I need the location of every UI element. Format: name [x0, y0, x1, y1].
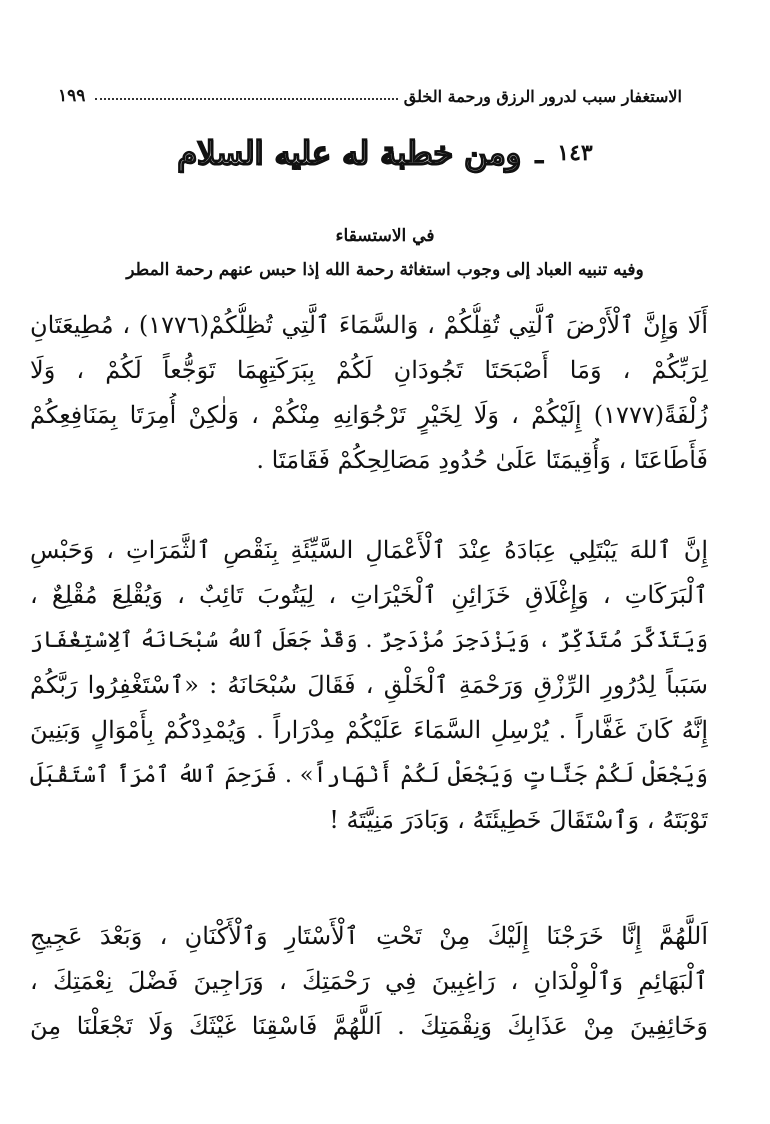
- text-line: سَبَباً لِدُرُورِ الرِّزْقِ وَرَحْمَةِ ٱلْخَلْقِ ، فَقَالَ سُبْحَانَهُ : «ٱسْتَغْفِرُوا رَبَّكُمْ: [30, 671, 708, 699]
- sermon-number: ١٤٣: [557, 140, 593, 166]
- text-line: فَأَطَاعَتَا ، وَأُقِيمَتَا عَلَىٰ حُدُودِ مَصَالِحِكُمْ فَقَامَتَا .: [256, 446, 708, 474]
- section-description: وفيه تنبيه العباد إلى وجوب استغاثة رحمة الله إذا حبس عنهم رحمة المطر: [126, 260, 644, 280]
- text-line: زُلْفَةً(١٧٧٧) إِلَيْكُمْ ، وَلَا لِخَيْرٍ تَرْجُوَانِهِ مِنْكُمْ ، وَلٰكِنْ أُمِرَتَا بِمَنَافِعِكُمْ: [30, 401, 708, 429]
- paragraph-1: [30, 303, 708, 483]
- running-header: [58, 80, 682, 106]
- text-line: أَلَا وَإِنَّ ٱلْأَرْضَ ٱلَّتِي تُقِلُّكُمْ ، وَالسَّمَاءَ ٱلَّتِي تُظِلُّكُمْ(١٧٧٦) ، مُطِيعَتَانِ: [30, 311, 708, 339]
- text-line: إِنَّ ٱللهَ يَبْتَلِي عِبَادَهُ عِنْدَ ٱلْأَعْمَالِ السَّيِّئَةِ بِنَقْصِ ٱلثَّمَرَاتِ ، وَحَبْسِ: [30, 536, 708, 564]
- text-line: وَخَائِفِينَ مِنْ عَذَابِكَ وَنِقْمَتِكَ . اَللَّهُمَّ فَاسْقِنَا غَيْثَكَ وَلَا تَجْعَلْنَا مِنَ: [30, 1012, 708, 1040]
- text-line: تَوْبَتَهُ ، وَٱسْتَقَالَ خَطِيئَتَهُ ، وَبَادَرَ مَنِيَّتَهُ !: [329, 806, 708, 834]
- header-dot-leader: [95, 98, 397, 100]
- text-line: اَللَّهُمَّ إِنَّا خَرَجْنَا إِلَيْكَ مِنْ تَحْتِ ٱلْأَسْتَارِ وَٱلْأَكْنَانِ ، وَبَعْدَ عَجِيجِ: [30, 922, 708, 950]
- heading-dash: ـ: [535, 136, 544, 170]
- sermon-decorative-title: ومن خطبة له عليه السلام: [177, 134, 522, 172]
- paragraph-2: [30, 528, 708, 843]
- page-number: ١٩٩: [58, 86, 86, 106]
- section-subtitle: في الاستسقاء: [335, 226, 435, 246]
- text-line: ٱلْبَهَائِمِ وَٱلْوِلْدَانِ ، رَاغِبِينَ فِي رَحْمَتِكَ ، وَرَاجِينَ فَضْلَ نِعْمَتِكَ ،: [30, 967, 708, 995]
- sermon-heading: [150, 128, 620, 178]
- paragraph-3: [30, 914, 708, 1049]
- text-line: إِنَّهُ كَانَ غَفَّاراً . يُرْسِلِ السَّمَاءَ عَلَيْكُمْ مِدْرَاراً . وَيُمْدِدْكُمْ بِأَمْوَالٍ وَبَنِينَ: [30, 716, 708, 744]
- text-line: لِرَبِّكُمْ ، وَمَا أَصْبَحَتَا تَجُودَانِ لَكُمْ بِبَرَكَتِهِمَا تَوَجُّعاً لَكُمْ ، وَلَا: [30, 356, 708, 384]
- text-line: ٱلْبَرَكَاتِ ، وَإِغْلَاقِ خَزَائِنِ ٱلْخَيْرَاتِ ، لِيَتُوبَ تَائِبٌ ، وَيُقْلِعَ مُقْلِعٌ ،: [30, 581, 708, 609]
- running-header-title: الاستغفار سبب لدرور الرزق ورحمة الخلق: [403, 87, 682, 106]
- text-line: وَيَجْعَلْ لَكُمْ جَنَّاتٍ وَيَجْعَلْ لَكُمْ أَنْهَاراً» . فَرَحِمَ ٱللهُ ٱمْرَأً ٱسْتَقْبَلَ: [30, 762, 708, 788]
- text-line: وَيَتَذَكَّرَ مُتَذَكِّرٌ ، وَيَزْدَجِرَ مُزْدَجِرٌ . وَقَدْ جَعَلَ ٱللهُ سُبْحَانَهُ ٱلِاسْتِغْفَارَ: [30, 628, 708, 653]
